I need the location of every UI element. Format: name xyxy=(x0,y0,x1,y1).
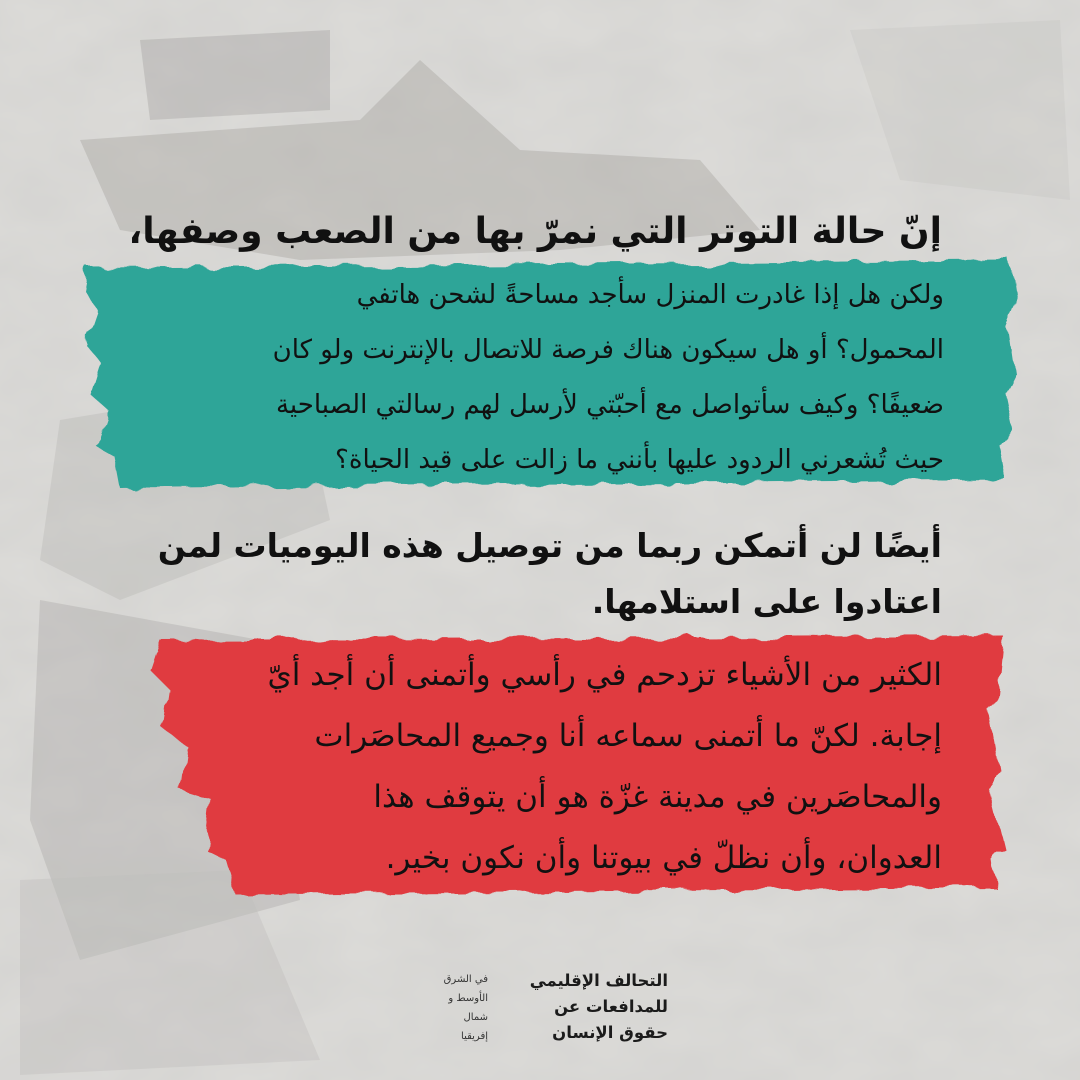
teal-paragraph xyxy=(104,268,944,488)
red-line: والمحاصَرين في مدينة غزّة هو أن يتوقف هذا xyxy=(373,779,942,815)
teal-line: ولكن هل إذا غادرت المنزل سأجد مساحةً لشحن هاتفي xyxy=(356,280,944,310)
red-line: إجابة. لكنّ ما أتمنى سماعه أنا وجميع المحاصَرات xyxy=(314,718,942,754)
heading-middle-line: اعتادوا على استلامها. xyxy=(591,582,942,621)
logo-side-line: إفريقيا xyxy=(461,1031,488,1042)
red-paragraph xyxy=(82,645,942,889)
logo-main-line: التحالف الإقليمي xyxy=(529,971,668,990)
heading-top xyxy=(122,206,942,258)
logo-side-line: شمال xyxy=(463,1012,488,1023)
logo-side-line: الأوسط و xyxy=(448,993,488,1004)
heading-middle-line: أيضًا لن أتمكن ربما من توصيل هذه اليوميات لمن xyxy=(157,526,942,565)
heading-middle xyxy=(82,518,942,630)
logo-main-line: حقوق الإنسان xyxy=(552,1023,668,1042)
logo-main-text xyxy=(488,968,668,1046)
red-line: الكثير من الأشياء تزدحم في رأسي وأتمنى أن أجد أيّ xyxy=(267,657,942,693)
heading-top-text: إنّ حالة التوتر التي نمرّ بها من الصعب وصفها، xyxy=(128,211,942,252)
organization-logo xyxy=(398,968,668,1048)
teal-line: ضعيفًا؟ وكيف سأتواصل مع أحبّتي لأرسل لهم رسالتي الصباحية xyxy=(275,390,944,420)
teal-line: حيث تُشعرني الردود عليها بأنني ما زالت على قيد الحياة؟ xyxy=(335,445,944,475)
red-line: العدوان، وأن نظلّ في بيوتنا وأن نكون بخير. xyxy=(385,840,942,876)
logo-side-text xyxy=(400,970,488,1046)
logo-side-line: في الشرق xyxy=(443,974,488,985)
teal-line: المحمول؟ أو هل سيكون هناك فرصة للاتصال بالإنترنت ولو كان xyxy=(272,335,944,365)
logo-main-line: للمدافعات عن xyxy=(554,997,668,1016)
